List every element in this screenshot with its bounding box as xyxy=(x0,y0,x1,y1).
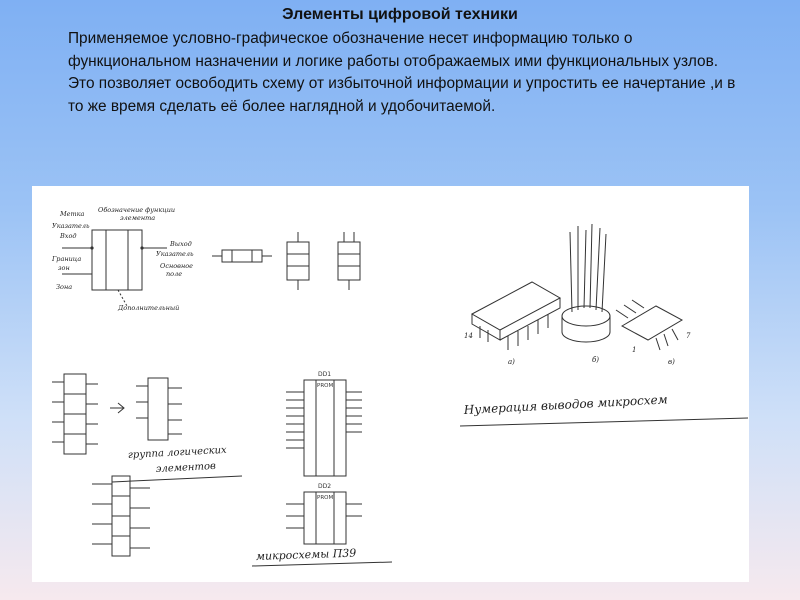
slide-body-text: Применяемое условно-графическое обозначение несет информацию только о функциональном назначении и логике работы отображаемых ими функциональных узлов. Это позволяет освободить схему от избыточной информации и упростить ее начертание ,и в то же время сделать её более наглядной и удобочитаемой. xyxy=(68,30,736,115)
ugo-anatomy-diagram xyxy=(51,206,194,312)
scanned-figure-panel xyxy=(32,186,749,582)
label-output: Выход xyxy=(170,240,192,248)
caption-chips: микросхемы П39 xyxy=(255,546,357,563)
caption-numbering: Нумерация выводов микросхем xyxy=(463,392,668,417)
label-boundary: Граница xyxy=(52,255,82,263)
label-field: поле xyxy=(166,270,183,278)
label-input: Вход xyxy=(60,232,77,240)
chip-dd1-label: DD1 xyxy=(318,371,332,378)
label-pointer-in: Указатель xyxy=(52,222,90,230)
symbol-variants xyxy=(212,232,360,290)
caption-group-2: элементов xyxy=(155,460,217,475)
label-marker: Метка xyxy=(60,210,85,218)
label-additional: Дополнительный xyxy=(118,304,180,312)
label-pointer-out: Указатель xyxy=(156,250,194,258)
logic-stack-diagram xyxy=(92,476,150,556)
chip-dd1-prom: PROM xyxy=(317,383,334,389)
pin-7-c: 7 xyxy=(686,332,691,340)
microcircuit-p39 xyxy=(286,371,362,544)
panel-b-label: б) xyxy=(592,356,600,364)
element-outline xyxy=(92,230,142,290)
panel-a-label: а) xyxy=(508,358,515,366)
slide-title: Элементы цифровой техники xyxy=(282,6,518,23)
scanned-figure xyxy=(32,186,749,582)
label-zone2: Зона xyxy=(56,283,73,291)
label-main-field: Основное xyxy=(160,262,193,270)
chip-dd2-label: DD2 xyxy=(318,483,332,490)
ic-packages-sketch xyxy=(464,224,691,366)
logic-elements-diagram xyxy=(52,374,182,454)
pin-14-a: 14 xyxy=(464,332,473,340)
chip-dd2-prom: PROM xyxy=(317,495,334,501)
label-function-designation: Обозначение функции xyxy=(98,206,176,214)
pin-1-c: 1 xyxy=(632,346,637,354)
label-zone: зон xyxy=(58,264,70,272)
panel-c-label: в) xyxy=(668,358,675,366)
caption-group: группа логических xyxy=(127,444,227,461)
label-element: элемента xyxy=(120,214,156,222)
